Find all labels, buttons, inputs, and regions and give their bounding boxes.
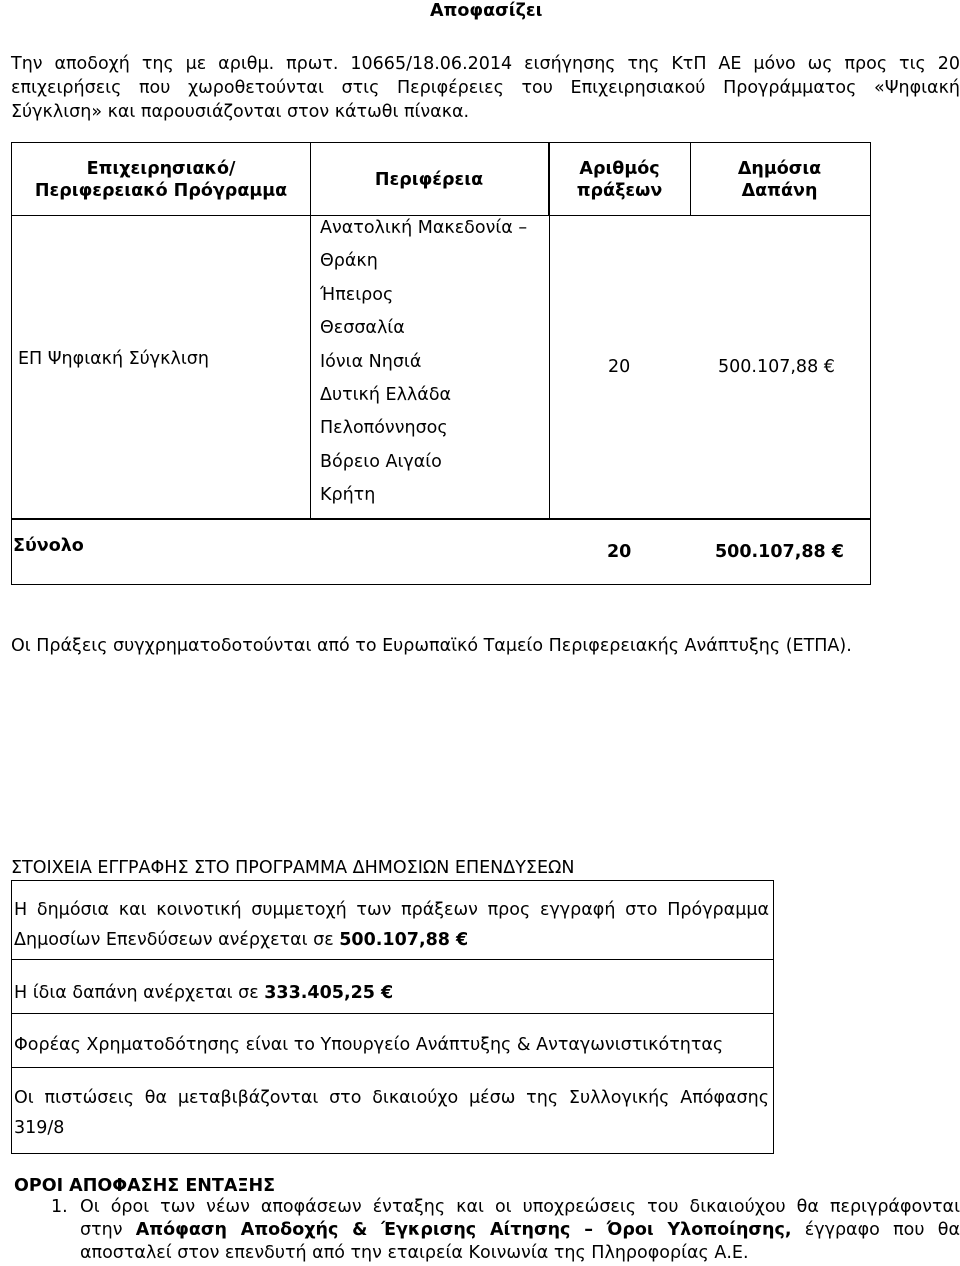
total-expense: 500.107,88 €: [715, 542, 844, 562]
terms-line-2: στην Απόφαση Αποδοχής & Έγκρισης Αίτησης – Όροι Υλοποίησης, έγγραφο που θα: [80, 1220, 960, 1240]
th-expense: Δημόσια Δαπάνη: [737, 159, 822, 201]
intro-line-3: Σύγκλιση» και παρουσιάζονται στον κάτωθι πίνακα.: [11, 102, 470, 122]
td-expense: 500.107,88 €: [718, 357, 835, 377]
terms-line-3: αποσταλεί στον επενδυτή από την εταιρεία Κοινωνία της Πληροφορίας Α.Ε.: [80, 1243, 749, 1263]
region-item: Ανατολική Μακεδονία –: [320, 218, 528, 238]
total-label: Σύνολο: [13, 536, 84, 556]
region-item: Θεσσαλία: [320, 318, 405, 339]
registration-title: ΣΤΟΙΧΕΙΑ ΕΓΓΡΑΦΗΣ ΣΤΟ ΠΡΟΓΡΑΜΜΑ ΔΗΜΟΣΙΩΝ ΕΠΕΝΔΥΣΕΩΝ: [11, 858, 575, 878]
td-actions: 20: [608, 357, 631, 377]
region-item: Ήπειρος: [320, 284, 394, 305]
terms-line-1: Οι όροι των νέων αποφάσεων ένταξης και οι υποχρεώσεις του δικαιούχου θα περιγράφονται: [80, 1197, 960, 1217]
intro-line-1: Την αποδοχή της με αριθμ. πρωτ. 10665/18.06.2014 εισήγησης της ΚτΠ ΑΕ μόνο ως προς τις 20: [11, 54, 960, 74]
page-heading: Αποφασίζει: [430, 1, 543, 21]
registration-box-4: [11, 1068, 774, 1154]
th-region: Περιφέρεια: [374, 170, 484, 190]
th-program: Επιχειρησιακό/ Περιφερειακό Πρόγραμμα: [34, 159, 288, 201]
terms-document-name: Απόφαση Αποδοχής & Έγκρισης Αίτησης – Όροι Υλοποίησης,: [135, 1220, 792, 1240]
own-amount: 333.405,25 €: [264, 983, 394, 1003]
registration-p2: Η ίδια δαπάνη ανέρχεται σε 333.405,25 €: [14, 983, 394, 1003]
registration-p3: Φορέας Χρηματοδότησης είναι το Υπουργείο Ανάπτυξης & Ανταγωνιστικότητας: [14, 1035, 724, 1055]
region-item: Ιόνια Νησιά: [320, 351, 422, 372]
region-item: Βόρειο Αιγαίο: [320, 451, 442, 472]
registration-p1-line2: Δημοσίων Επενδύσεων ανέρχεται σε 500.107,88 €: [14, 930, 469, 950]
intro-line-2: επιχειρήσεις που χωροθετούνται στις Περιφέρειες του Επιχειρησιακού Προγράμματος «Ψηφιακή: [11, 78, 960, 98]
funding-note: Οι Πράξεις συγχρηματοδοτούνται από το Ευρωπαϊκό Ταμείο Περιφερειακής Ανάπτυξης (ΕΤΠΑ).: [11, 636, 852, 656]
region-list: [320, 212, 527, 513]
terms-item-number: 1.: [51, 1197, 68, 1217]
terms-title: ΟΡΟΙ ΑΠΟΦΑΣΗΣ ΕΝΤΑΞΗΣ: [14, 1176, 276, 1196]
registration-p4-line1: Οι πιστώσεις θα μεταβιβάζονται στο δικαιούχο μέσω της Συλλογικής Απόφασης: [14, 1088, 769, 1108]
total-actions: 20: [607, 542, 632, 562]
region-item: Δυτική Ελλάδα: [320, 385, 452, 406]
th-actions: Αριθμός πράξεων: [576, 159, 663, 201]
public-amount: 500.107,88 €: [339, 930, 469, 950]
registration-p4-line2: 319/8: [14, 1118, 65, 1138]
region-item: Θράκη: [320, 251, 378, 272]
region-item: Κρήτη: [320, 485, 376, 506]
td-program: ΕΠ Ψηφιακή Σύγκλιση: [18, 349, 209, 369]
registration-p1-line1: Η δημόσια και κοινοτική συμμετοχή των πράξεων προς εγγραφή στο Πρόγραμμα: [14, 900, 769, 920]
region-item: Πελοπόννησος: [320, 418, 448, 439]
